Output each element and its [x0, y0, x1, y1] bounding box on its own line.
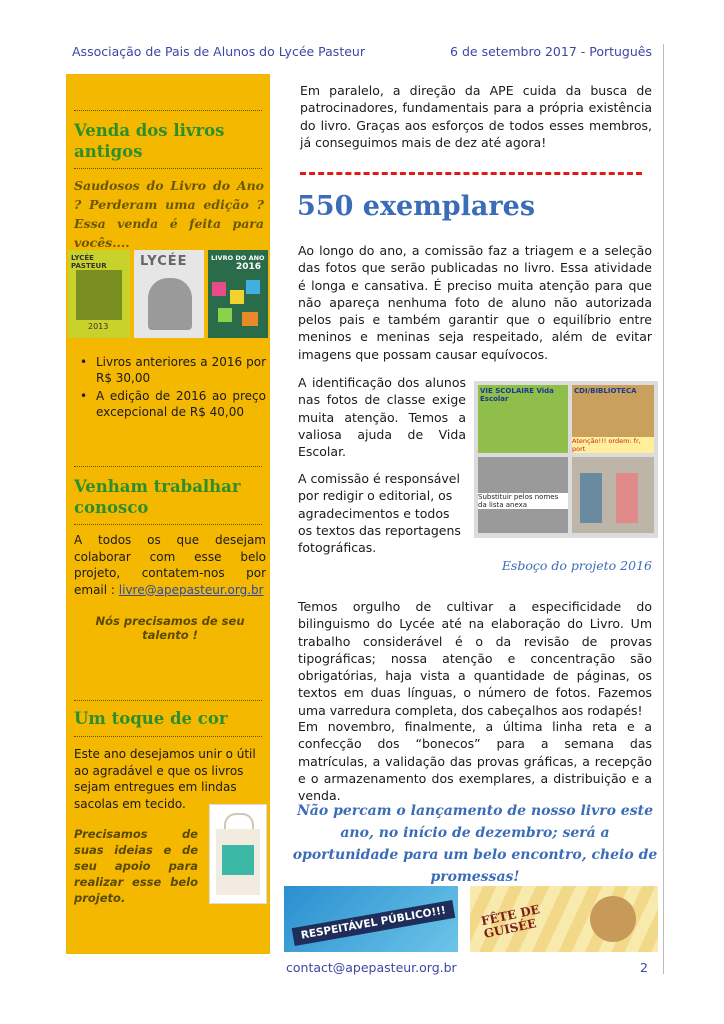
book-cover-label: LIVRO DO ANO [211, 254, 265, 262]
section-title-color-touch: Um toque de cor [74, 709, 228, 728]
work-with-us-body: A todos os que desejam colaborar com esse belo projeto, contatem-nos por email : [74, 533, 266, 597]
book-cover-year: 2013 [88, 322, 109, 331]
old-books-quote: Saudosos do Livro do Ano ? Perderam uma edição ? Essa venda é feita para vocês.... [74, 178, 264, 250]
sidebar-divider [74, 524, 262, 525]
book-cover-label: LYCÉE PASTEUR [71, 254, 107, 270]
banner-respeitavel-publico [284, 886, 458, 952]
tote-bag-image [209, 804, 267, 904]
collage-staff-photo [572, 457, 654, 533]
volunteer-email-link[interactable]: livre@apepasteur.org.br [118, 582, 264, 597]
collage-library-photo [572, 385, 654, 453]
old-books-price-list [74, 354, 266, 422]
collage-caption: Esboço do projeto 2016 [501, 558, 652, 573]
collage-note-replace: Substituir pelos nomes da lista anexa [478, 493, 568, 509]
banner-left-text: RESPEITÁVEL PÚBLICO!!! [292, 900, 455, 946]
collage-label-biblioteca: CDI/BIBLIOTECA [574, 387, 637, 395]
list-item-text: Livros anteriores a 2016 por R$ 30,00 [96, 355, 266, 385]
intro-paragraph: Em paralelo, a direção da APE cuida da busca de patrocinadores, fundamentais para a própria existência do livro. Graças aos esforços de todos esses membros, já conseguimos mais de dez até agora! [300, 83, 652, 150]
page-number: 2 [640, 960, 648, 975]
article-title: 550 exemplares [297, 191, 536, 222]
paragraph-bilingual: Temos orgulho de cultivar a especificidade do bilinguismo do Lycée até na elaboração do Livro. Um trabalho considerável é o da revisão de provas tipográficas; nossa atenção e concentração são obrigatórias, haja vista a quantidade de páginas, os textos em duas línguas, o número de fotos. Fazemos uma varredura completa, dos cabeçalhos aos rodapés! [298, 599, 652, 718]
book-cover-label: LYCÉE [140, 254, 188, 269]
sidebar-divider [74, 700, 262, 701]
sidebar-divider [74, 110, 262, 111]
book-covers-image [68, 250, 268, 340]
paragraph-identification: A identificação dos alunos nas fotos de classe exige muita atenção. Temos a valiosa ajuda de Vida Escolar. [298, 375, 466, 460]
header-date-language: 6 de setembro 2017 - Português [450, 44, 652, 59]
paragraph-editorial: A comissão é responsável por redigir o editorial, os agradecimentos e todos os textos das reportagens fotográficas. [298, 471, 461, 556]
work-with-us-text [74, 532, 266, 598]
launch-announcement: Não percam o lançamento de nosso livro este ano, no início de dezembro; será a oportunidade para um belo encontro, cheio de promessas! [292, 803, 658, 885]
list-item: • Livros anteriores a 2016 por R$ 30,00 [80, 355, 266, 385]
book-cover-2016 [208, 250, 268, 338]
banner-fete-guisee [470, 886, 658, 952]
paragraph-november: Em novembro, finalmente, a última linha reta e a confecção dos “bonecos” para a semana das matrículas, a validação das provas gráficas, a recepção e o armazenamento dos exemplares, a distribuição e a venda. [298, 719, 652, 804]
sidebar-divider [74, 168, 262, 169]
section-title-work-with-us: Venham trabalhar conosco [74, 477, 241, 517]
page-header [72, 44, 652, 64]
project-draft-collage-image [474, 381, 658, 538]
collage-group-photo [478, 457, 568, 533]
red-dashed-divider [300, 172, 642, 175]
collage-note-attention: Atenção!!! ordem: fr, port [572, 437, 654, 453]
footer-contact-email[interactable]: contact@apepasteur.org.br [286, 960, 457, 975]
collage-class-photo [478, 385, 568, 453]
book-cover-lycee [134, 250, 204, 338]
page-right-rule [663, 44, 664, 974]
sidebar [66, 74, 270, 954]
book-cover-year: 2016 [236, 262, 262, 272]
talent-tagline: Nós precisamos de seu talento ! [95, 614, 245, 642]
sidebar-divider [74, 466, 262, 467]
sidebar-divider [74, 736, 262, 737]
paragraph-selection: Ao longo do ano, a comissão faz a triagem e a seleção das fotos que serão publicadas no livro. Essa atividade é longa e cansativa. É preciso muita atenção para que não apareça nenhuma foto de aluno não autorizada pelos pais e também garantir que o equilíbrio entre meninos e meninas seja respeitado, além de evitar imagens que possam causar equívocos. [298, 243, 652, 362]
banner-right-text: FÊTE DE GUISÉE [479, 902, 541, 941]
list-item: • A edição de 2016 ao preço excepcional de R$ 40,00 [80, 389, 266, 419]
color-touch-text: Este ano desejamos unir o útil ao agradável e que os livros sejam entregues em lindas sacolas em tecido. [74, 747, 256, 811]
list-item-text: A edição de 2016 ao preço excepcional de R$ 40,00 [96, 389, 266, 419]
section-title-old-books: Venda dos livros antigos [74, 121, 225, 161]
book-cover-2013 [68, 250, 130, 338]
collage-label-vida-escolar: VIE SCOLAIRE Vida Escolar [480, 387, 554, 403]
header-association: Associação de Pais de Alunos do Lycée Pasteur [72, 44, 365, 59]
support-appeal: Precisamos de suas ideias e de seu apoio para realizar esse belo projeto. [74, 827, 198, 905]
